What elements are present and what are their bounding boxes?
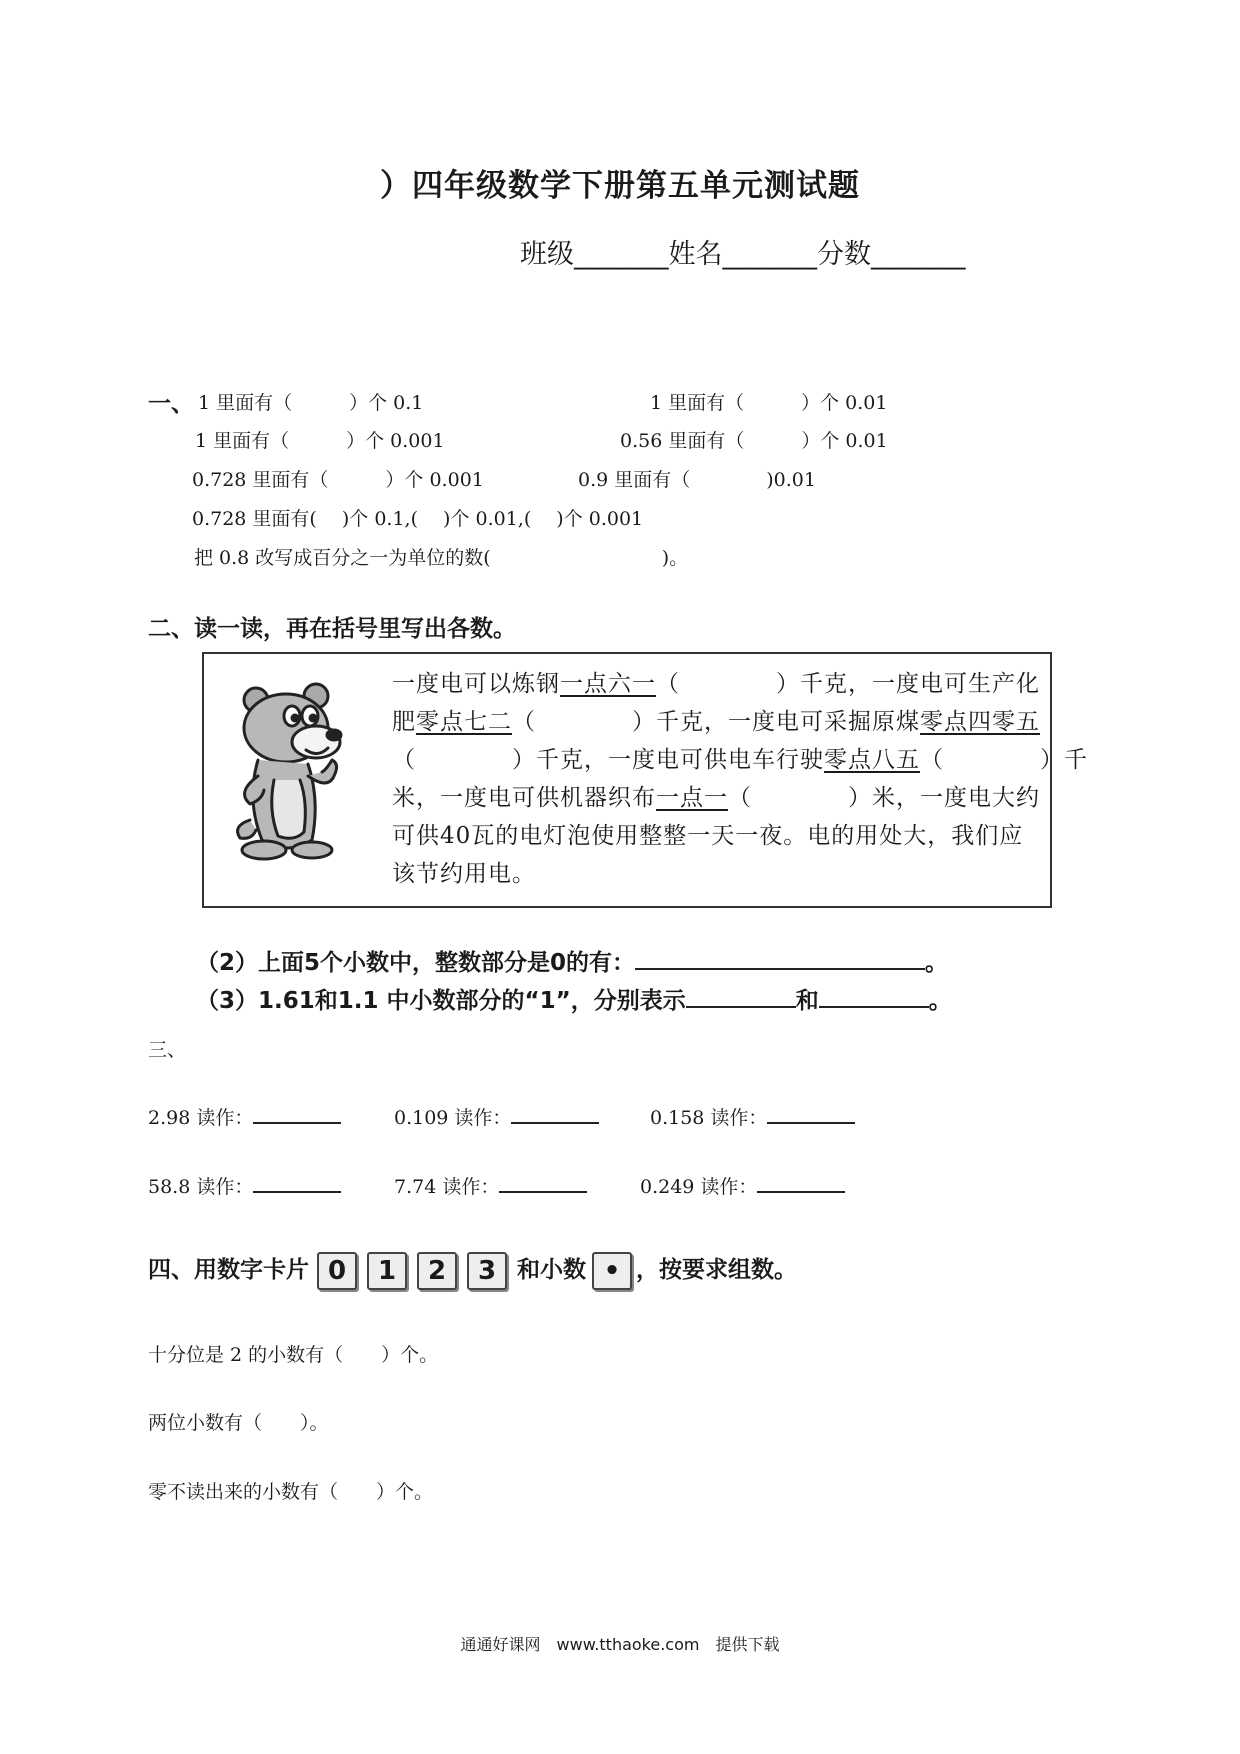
answer-blank[interactable] (767, 1120, 855, 1124)
story-text: 一度电可以炼钢 (392, 671, 560, 697)
story-text: （ ）千克，一度电可生产化 (656, 671, 1040, 697)
story-text: 肥 (392, 709, 416, 735)
s4-question-2: 两位小数有（ ）。 (148, 1412, 329, 1434)
section-4-heading (148, 1250, 797, 1290)
story-underlined-number: 零点七二 (416, 709, 512, 735)
story-line-6: 该节约用电。 (392, 861, 536, 887)
read-prompt: 0.109 读作： (394, 1107, 512, 1129)
section-2-question-3 (196, 982, 952, 1015)
footer-source: 通通好课网 www.tthaoke.com 提供下载 (460, 1635, 780, 1654)
read-prompt: 7.74 读作： (394, 1176, 500, 1198)
s1-q2b: 0.56 里面有（ ）个 0.01 (620, 430, 888, 452)
read-item (148, 1172, 341, 1199)
answer-blank[interactable] (686, 1004, 796, 1008)
question-text: 。 (928, 988, 952, 1014)
student-info-line: 班级_______姓名_______分数_______ (520, 239, 966, 270)
s1-q5: 把 0.8 改写成百分之一为单位的数( )。 (194, 547, 689, 569)
question-text: 。 (925, 950, 949, 976)
digit-card-2: 2 (417, 1252, 457, 1290)
story-line-2 (392, 703, 1040, 736)
read-item (394, 1172, 587, 1199)
heading-text: 四、用数字卡片 (148, 1257, 309, 1283)
heading-text: 和小数 (517, 1257, 587, 1283)
s1-q2a: 1 里面有（ ）个 0.001 (195, 430, 445, 452)
page-title: ）四年级数学下册第五单元测试题 (380, 168, 860, 204)
digit-card-3: 3 (467, 1252, 507, 1290)
answer-blank[interactable] (819, 1004, 929, 1008)
s1-q3a: 0.728 里面有（ ）个 0.001 (192, 469, 484, 491)
read-item (148, 1103, 341, 1130)
story-line-4 (392, 779, 1040, 812)
read-prompt: 0.158 读作： (650, 1107, 768, 1129)
story-text: （ ）千克，一度电可供电车行驶 (392, 747, 824, 773)
answer-blank[interactable] (253, 1189, 341, 1193)
answer-blank[interactable] (253, 1120, 341, 1124)
story-underlined-number: 零点八五 (824, 747, 920, 773)
s1-q4: 0.728 里面有( )个 0.1,( )个 0.01,( )个 0.001 (192, 508, 644, 530)
story-underlined-number: 一点六一 (560, 671, 656, 697)
question-text: （2）上面5个小数中，整数部分是0的有： (196, 950, 636, 976)
story-text: （ ）米，一度电大约 (728, 785, 1040, 811)
read-prompt: 58.8 读作： (148, 1176, 254, 1198)
bear-illustration (228, 680, 358, 870)
s4-question-1: 十分位是 2 的小数有（ ）个。 (148, 1344, 439, 1366)
section-3-label: 三、 (148, 1039, 187, 1061)
answer-blank[interactable] (635, 966, 925, 970)
digit-card-0: 0 (317, 1252, 357, 1290)
section-1-label: 一、 (148, 391, 194, 417)
s1-q1a: 1 里面有（ ）个 0.1 (198, 392, 424, 414)
s1-q3b: 0.9 里面有（ )0.01 (578, 469, 816, 491)
story-line-5: 可供40瓦的电灯泡使用整整一天一夜。电的用处大，我们应 (392, 823, 1024, 849)
section-2-question-2 (196, 944, 948, 977)
heading-text: ，按要求组数。 (636, 1257, 798, 1283)
story-text: （ ）千克，一度电可采掘原煤 (512, 709, 920, 735)
decimal-point-card: • (592, 1252, 632, 1290)
story-text: 米，一度电可供机器织布 (392, 785, 656, 811)
answer-blank[interactable] (511, 1120, 599, 1124)
story-underlined-number: 零点四零五 (920, 709, 1040, 735)
story-line-1 (392, 665, 1040, 698)
question-text: 和 (795, 988, 819, 1014)
answer-blank[interactable] (757, 1189, 845, 1193)
read-item (650, 1103, 855, 1130)
story-text: （ ）千 (920, 747, 1088, 773)
read-prompt: 2.98 读作： (148, 1107, 254, 1129)
section-2-heading: 二、读一读，再在括号里写出各数。 (148, 616, 516, 642)
s4-question-3: 零不读出来的小数有（ ）个。 (148, 1481, 434, 1503)
question-text: （3）1.61和1.1 中小数部分的“1”，分别表示 (196, 988, 686, 1014)
read-prompt: 0.249 读作： (640, 1176, 758, 1198)
story-line-3 (392, 741, 1088, 774)
read-item (394, 1103, 599, 1130)
s1-q1b: 1 里面有（ ）个 0.01 (650, 392, 888, 414)
read-item (640, 1172, 845, 1199)
story-underlined-number: 一点一 (656, 785, 728, 811)
answer-blank[interactable] (499, 1189, 587, 1193)
digit-card-1: 1 (367, 1252, 407, 1290)
